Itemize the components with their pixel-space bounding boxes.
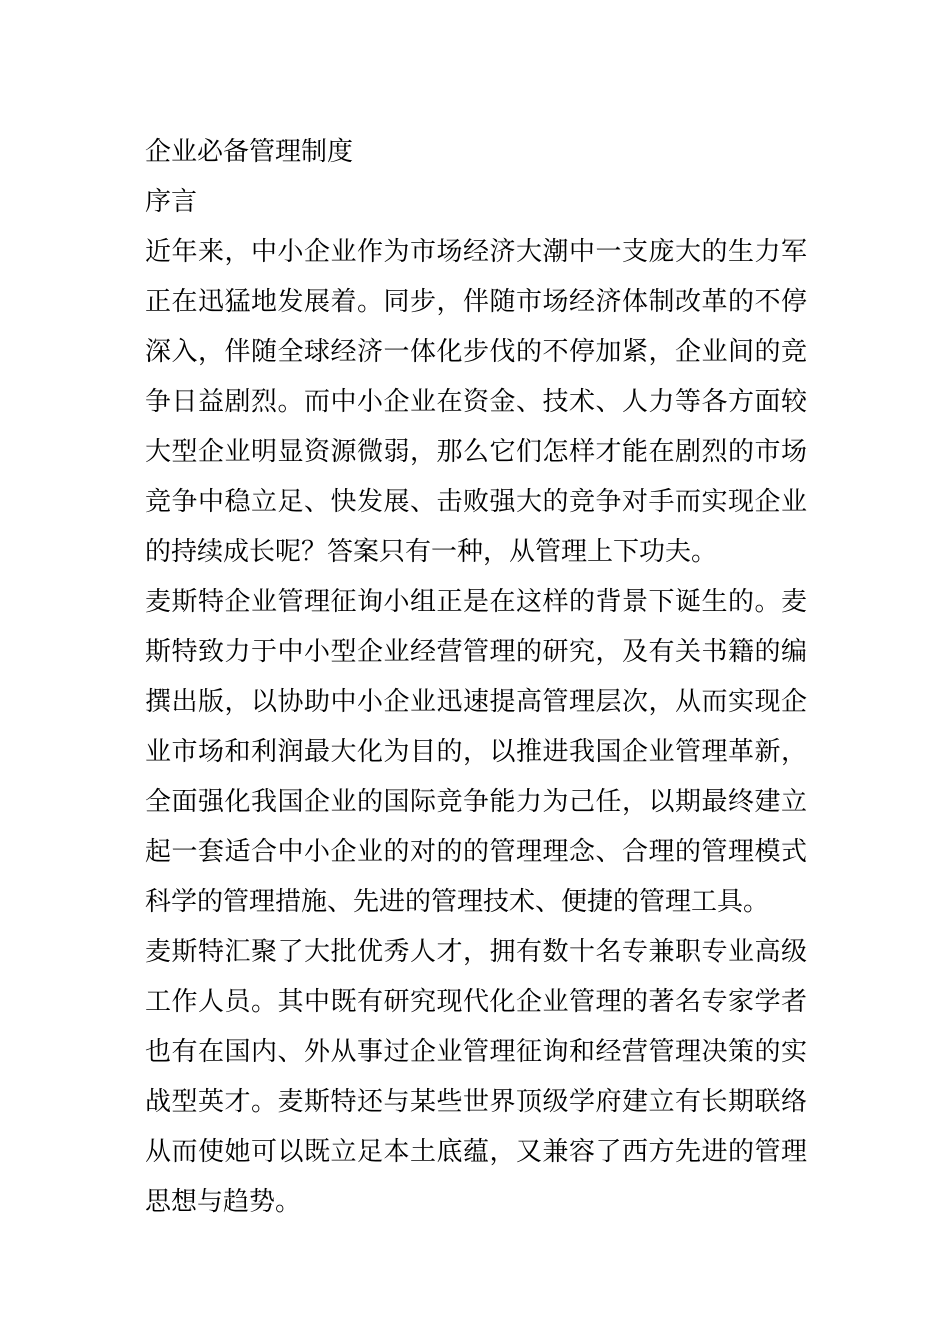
document-body — [145, 127, 807, 1227]
section-heading: 序言 — [145, 187, 198, 217]
document-title: 企业必备管理制度 — [145, 137, 354, 167]
paragraph-intro: 近年来，中小企业作为市场经济大潮中一支庞大的生力军正在迅猛地发展着。同步，伴随市场经济体制改革的不停深入，伴随全球经济一体化步伐的不停加紧，企业间的竞争日益剧烈。而中小企业在资金、技术、人力等各方面较大型企业明显资源微弱，那么它们怎样才能在剧烈的市场竞争中稳立足、快发展、击败强大的竞争对手而实现企业的持续成长呢？答案只有一种，从管理上下功夫。 — [145, 237, 807, 567]
paragraph-company-mission: 麦斯特企业管理征询小组正是在这样的背景下诞生的。麦斯特致力于中小型企业经营管理的研究，及有关书籍的编撰出版，以协助中小企业迅速提高管理层次，从而实现企业市场和利润最大化为目的，以推进我国企业管理革新，全面强化我国企业的国际竞争能力为己任，以期最终建立起一套适合中小企业的对的的管理理念、合理的管理模式科学的管理措施、先进的管理技术、便捷的管理工具。 — [145, 587, 807, 917]
paragraph-company-talent: 麦斯特汇聚了大批优秀人才，拥有数十名专兼职专业高级工作人员。其中既有研究现代化企业管理的著名专家学者也有在国内、外从事过企业管理征询和经营管理决策的实战型英才。麦斯特还与某些世界顶级学府建立有长期联络从而使她可以既立足本土底蕴，又兼容了西方先进的管理思想与趋势。 — [145, 937, 807, 1217]
